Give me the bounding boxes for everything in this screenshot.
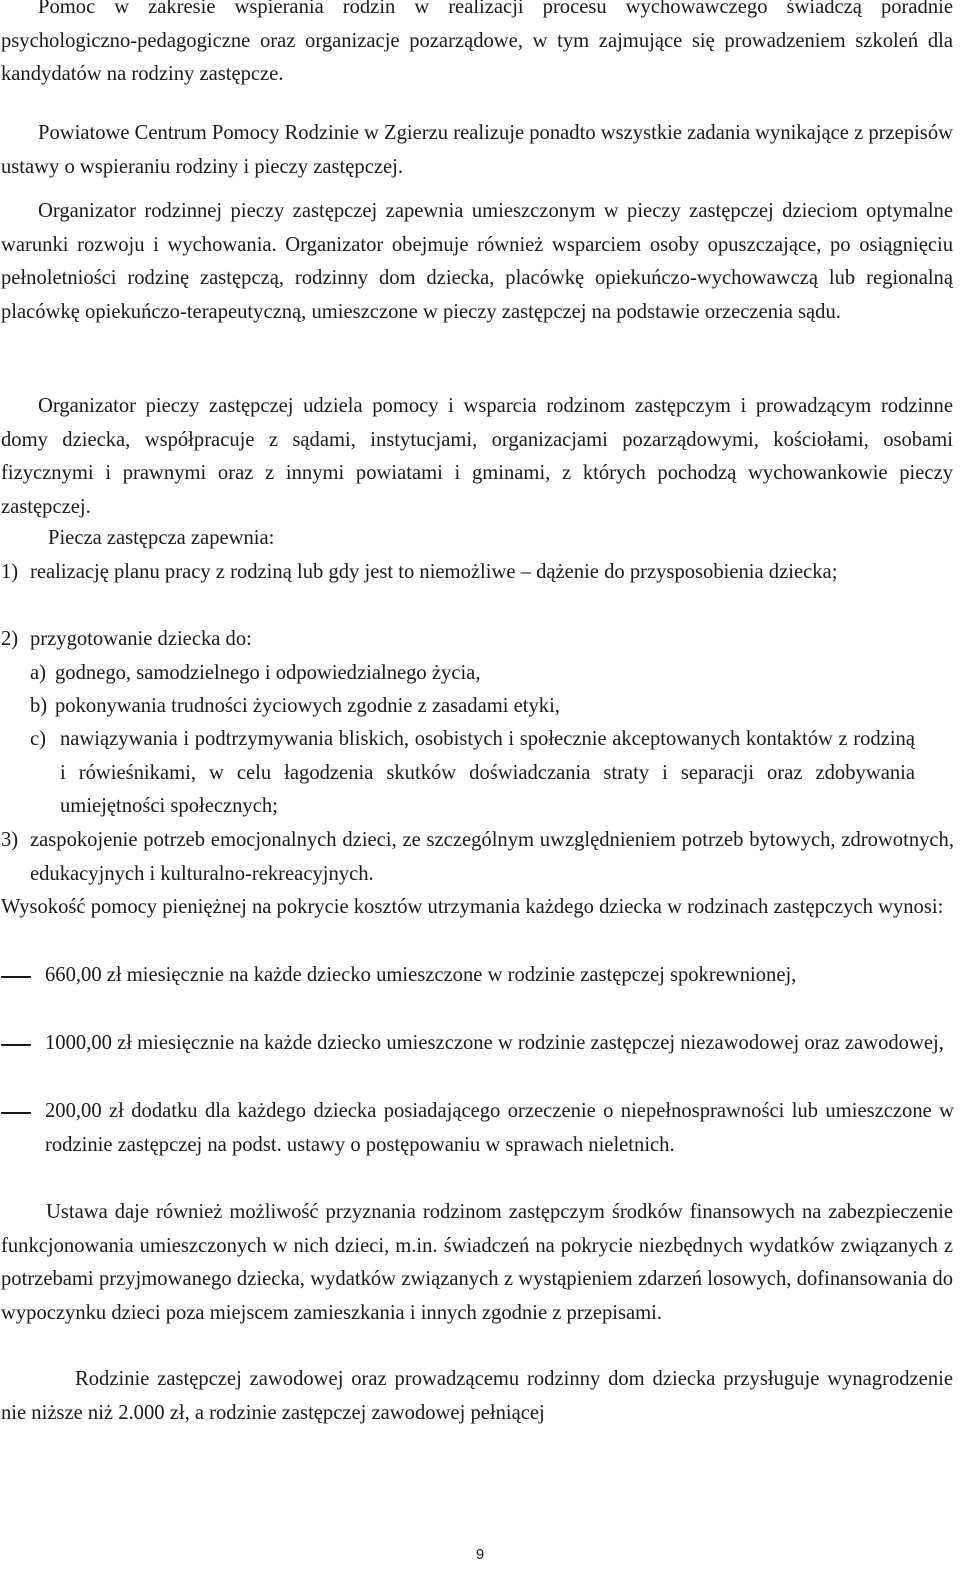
list-number: 2) bbox=[1, 628, 19, 650]
paragraph-amount: Wysokość pomocy pieniężnej na pokrycie kosztów utrzymania każdego dziecka w rodzinach zastępczych wynosi: bbox=[1, 896, 944, 918]
dash-bullet bbox=[1, 959, 31, 993]
paragraph-act: Ustawa daje również możliwość przyznania rodzinom zastępczym środków finansowych na zabezpieczenie funkcjonowania umieszczonych w nich dzieci, m.in. świadczeń na pokrycie niezbędnych wydatków związanych z potrzebami przyjmowanego dziecka, wydatków związanych z wystąpieniem zdarzeń losowych, dofinansowania do wypoczynku dzieci poza miejscem zamieszkania i innych zgodnie z przepisami. bbox=[1, 1201, 953, 1325]
dash-list-item: 1000,00 zł miesięcznie na każde dziecko umieszczone w rodzinie zastępczej niezawodowej oraz zawodowej, bbox=[45, 1032, 944, 1054]
paragraph-pcpr: Powiatowe Centrum Pomocy Rodzinie w Zgierzu realizuje ponadto wszystkie zadania wynikające z przepisów ustawy o wspieraniu rodziny i pieczy zastępczej. bbox=[1, 122, 953, 178]
sublist-item bbox=[55, 723, 915, 824]
dash-list-item: 660,00 zł miesięcznie na każde dziecko umieszczone w rodzinie zastępczej spokrewnionej, bbox=[45, 964, 797, 986]
dash-bullet bbox=[1, 1095, 31, 1129]
paragraph-organizer-help: Organizator pieczy zastępczej udziela pomocy i wsparcia rodzinom zastępczym i prowadzącym rodzinne domy dziecka, współpracuje z sądami, instytucjami, organizacjami pozarządowymi, kościołami, osobami fizycznymi i prawnymi oraz z innymi powiatami i gminami, z których pochodzą wychowankowie pieczy zastępczej. bbox=[1, 395, 953, 519]
list-item: przygotowanie dziecka do: bbox=[30, 628, 252, 650]
sublist-item-text: nawiązywania i podtrzymywania bliskich, osobistych i społecznie akceptowanych kontaktów z rodziną i rówieśnikami, w celu łagodzenia skutków doświadczania straty i separacji oraz zdobywania umiejętności społecznych; bbox=[60, 728, 915, 818]
sublist-letter: c) bbox=[30, 728, 46, 750]
list-item: zaspokojenie potrzeb emocjonalnych dzieci, ze szczególnym uwzględnieniem potrzeb bytowych, zdrowotnych, edukacyjnych i kulturalno-rekreacyjnych. bbox=[30, 829, 954, 885]
list-item: realizację planu pracy z rodziną lub gdy jest to niemożliwe – dążenie do przysposobienia dziecka; bbox=[30, 561, 838, 583]
sublist-letter: a) bbox=[30, 662, 46, 684]
paragraph-organizer: Organizator rodzinnej pieczy zastępczej zapewnia umieszczonym w pieczy zastępczej dzieciom optymalne warunki rozwoju i wychowania. Organizator obejmuje również wsparciem osoby opuszczające, po osiągnięciu pełnoletniości rodzinę zastępczą, rodzinny dom dziecka, placówkę opiekuńczo-wychowawczą lub regionalną placówkę opiekuńczo-terapeutyczną, umieszczone w pieczy zastępczej na podstawie orzeczenia sądu. bbox=[1, 200, 953, 324]
paragraph-support: Pomoc w zakresie wspierania rodzin w realizacji procesu wychowawczego świadczą poradnie psychologiczno-pedagogiczne oraz organizacje pozarządowe, w tym zajmujące się prowadzeniem szkoleń dla kandydatów na rodziny zastępcze. bbox=[1, 0, 953, 86]
dash-list-item: 200,00 zł dodatku dla każdego dziecka posiadającego orzeczenie o niepełnosprawności lub umieszczone w rodzinie zastępczej na podst. ustawy o postępowaniu w sprawach nieletnich. bbox=[45, 1100, 954, 1156]
page-number: 9 bbox=[475, 1546, 485, 1563]
sublist-letter: b) bbox=[30, 695, 48, 717]
sublist-item: pokonywania trudności życiowych zgodnie z zasadami etyki, bbox=[55, 695, 560, 717]
sublist-item: godnego, samodzielnego i odpowiedzialnego życia, bbox=[55, 662, 481, 684]
list-number: 3) bbox=[1, 829, 19, 851]
paragraph-remuneration: Rodzinie zastępczej zawodowej oraz prowadzącemu rodzinny dom dziecka przysługuje wynagrodzenie nie niższe niż 2.000 zł, a rodzinie zastępczej zawodowej pełniącej bbox=[1, 1368, 953, 1424]
dash-bullet bbox=[1, 1027, 31, 1061]
list-number: 1) bbox=[1, 561, 19, 583]
paragraph-foster-care-provides: Piecza zastępcza zapewnia: bbox=[48, 527, 275, 549]
